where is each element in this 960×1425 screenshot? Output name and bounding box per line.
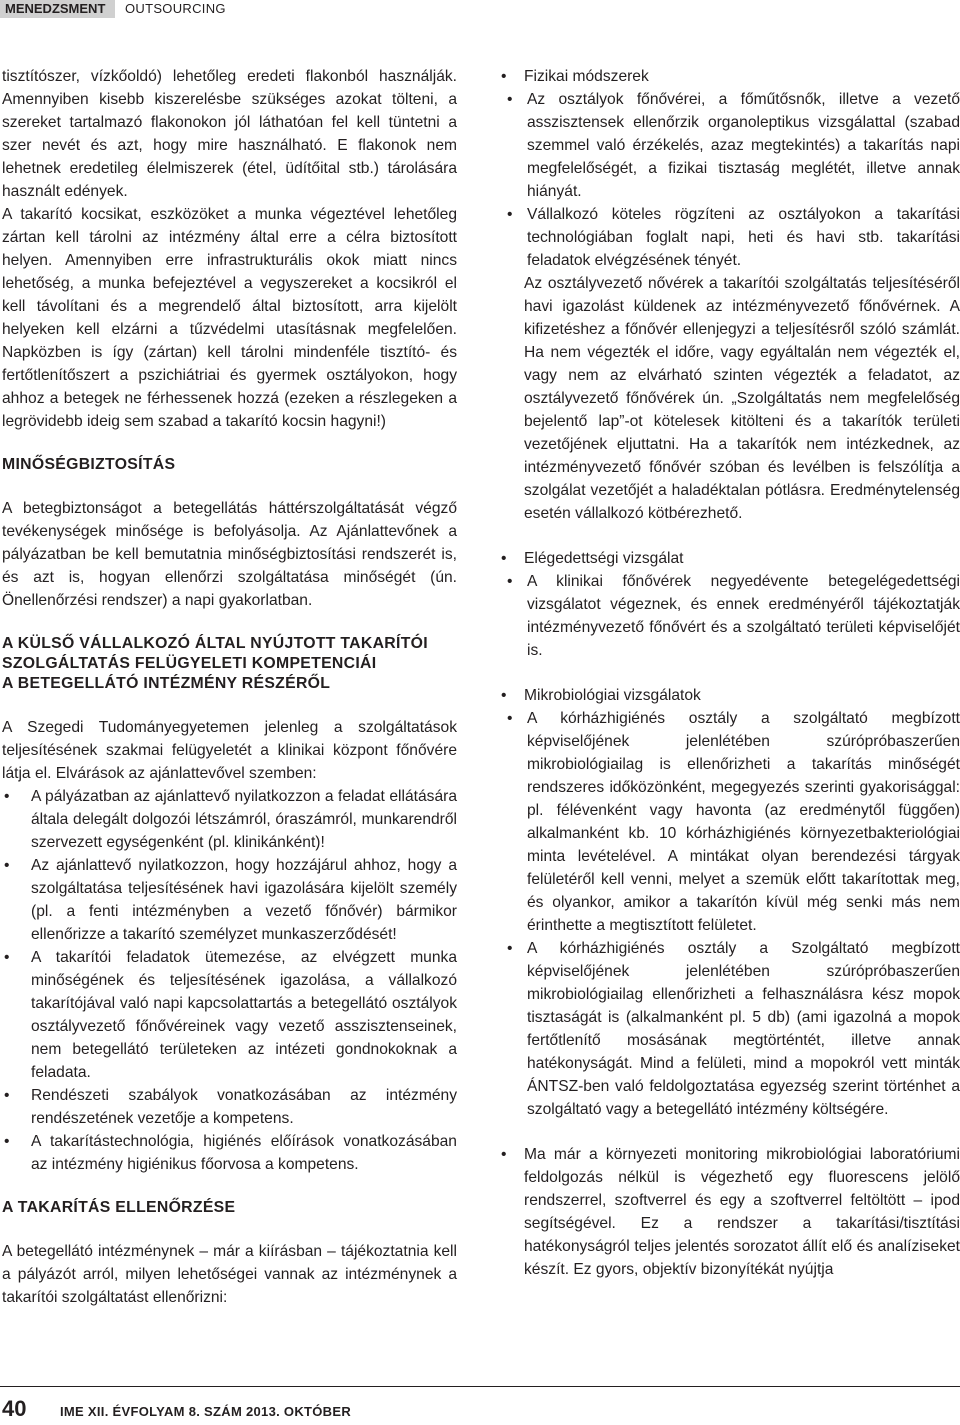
paragraph: A takarító kocsikat, eszközöket a munka végeztével lehetőleg zártan kell tárolni az intézmény által erre a célra biztosított helyen. Amennyiben erre infrastrukturális okok miatt nincs lehetőség, a munka befejeztével a vegyszereket a kocsikról el kell távolítani és a megrendelő által biztosított, arra kijelölt helyeken kell elzárni a tűzvédelmi utasításnak megfelelően. Napközben is így (zártan) kell tárolni mindenféle tisztító- és fertőtlenítőszert a pszichiátriai és gyermek osztályokon, hogy ahhoz a betegek ne férhessenek hozzá (ezeken a részlegeken a legrövidebb ideig sem szabad a takarító kocsin hagyni!): [2, 206, 457, 430]
list-item: • A kórházhigiénés osztály a szolgáltató megbízott képviselőjének jelenlétében szúrópróbaszerűen mikrobiológiailag is ellenőrizheti a takarítás minőségét rendszeres időközönként, megegyezés szerinti gyakorisággal: pl. félévenként vagy havonta (az eredménytől függően) alkalmanként kb. 10 kórházhigiénés környezetbakteriológiai minta levételével. A mintákat olyan berendezési tárgyak felületéről kell venni, melyet a szemük előtt takarítottak meg, és olyankor, amikor a takarítón kívül még senki más nem érinthette a megtisztított felületet.: [498, 707, 960, 937]
heading-line: A BETEGELLÁTÓ INTÉZMÉNY RÉSZÉRŐL: [2, 675, 331, 692]
list-item: • A kórházhigiénés osztály a Szolgáltató megbízott képviselőjének jelenlétében szúrópróbaszerűen mikrobiológiailag ellenőrizheti a felhasználásra kész mopok tisztaságát is (alkalmanként pl. 5 db) (ami igazolná a mopok fertőtlenítő mosásának megtörténtét, illetve annak hatékonyságát. Mind a felületi, mind a mopokról vett minták ÁNTSZ-ben való feldolgoztatása egyezség szerint történhet a szolgáltató vagy a betegellátó intézmény költségére.: [498, 937, 960, 1121]
list-item: • A takarítástechnológia, higiénés előírások vonatkozásában az intézmény higiénikus főorvosa a kompetens.: [2, 1130, 457, 1176]
method-title: • Mikrobiológiai vizsgálatok: [498, 684, 960, 707]
paragraph: tisztítószer, vízkőoldó) lehetőleg eredeti flakonból használják. Amennyiben kisebb kiszerelésbe szükséges azokat tölteni, a szereket tartalmazó flakonokon jól láthatóan fel kell tüntetni a szer nevét és azt, hogy mire használható. E flakonok nem lehetnek eredetileg élelmiszerek (étel, üdítőital stb.) tárolására használt edények.: [2, 68, 457, 200]
paragraph: A Szegedi Tudományegyetemen jelenleg a szolgáltatások teljesítésének szakmai felügyeletét a klinikai központ főnővére látja el. Elvárások az ajánlattevővel szemben:: [2, 719, 457, 782]
section-heading-quality: MINŐSÉGBIZTOSÍTÁS: [2, 456, 176, 473]
method-list: [498, 88, 960, 272]
method-title: • Elégedettségi vizsgálat: [498, 547, 960, 570]
list-item: • A pályázatban az ajánlattevő nyilatkozzon a feladat ellátására általa delegált dolgozói létszámról, óraszámról, munkarendről szervezett egységenként (pl. klinikánként)!: [2, 785, 457, 854]
paragraph: A betegbiztonságot a betegellátás háttérszolgáltatását végző tevékenységek minősége is befolyásolja. Az Ajánlattevőnek a pályázatban be kell bemutatnia minőségbiztosítási rendszerét is, és azt is, hogyan ellenőrzi szolgáltatása minőségét (ún. Önellenőrzési rendszer) a napi gyakorlatban.: [2, 500, 457, 609]
paragraph: A betegellátó intézménynek – már a kiírásban – tájékoztatnia kell a pályázót arról, milyen lehetőségei vannak az intézménynek a takarítói szolgáltatást ellenőrizni:: [2, 1243, 457, 1306]
list-item: • A takarítói feladatok ütemezése, az elvégzett munka minőségének és teljesítésének igazolása, a vállalkozó takarítójával való napi kapcsolattartás a betegellátó osztályok osztályvezető főnővéreinek vagy vezető asszisztenseinek, nem betegellátó területeken az intézeti gondnokoknak a feladata.: [2, 946, 457, 1084]
list-item: • Az ajánlattevő nyilatkozzon, hogy hozzájárul ahhoz, hogy a szolgáltatása teljesítésének havi igazolására kijelölt személy (pl. a fenti intézményben a vezető főnővér) bármikor ellenőrizze a takarító személyzet munkaszerződését!: [2, 854, 457, 946]
page-number: 40: [2, 1396, 27, 1421]
running-header: [0, 0, 960, 18]
subsection-label: OUTSOURCING: [125, 1, 226, 16]
list-item: • A klinikai főnővérek negyedévente betegelégedettségi vizsgálatot végeznek, és ennek eredményéről tájékoztatják intézményvezető főnővért és a szolgáltató területi képviselőjét is.: [498, 570, 960, 662]
list-item: • Vállalkozó köteles rögzíteni az osztályokon a takarítási technológiában foglalt napi, heti és havi stb. takarítási feladatok elvégzésének tényét.: [498, 203, 960, 272]
requirements-list: [2, 785, 457, 1176]
heading-line: SZOLGÁLTATÁS FELÜGYELETI KOMPETENCIÁI: [2, 655, 377, 672]
method-list: [498, 570, 960, 662]
paragraph: • Ma már a környezeti monitoring mikrobiológiai laboratóriumi feldolgozás nélkül is végezhető egy fluorescens jelölő rendszerrel, szoftverrel és egy a szoftverrel feltöltött – ipod segítségével. Ez a rendszer a takarítási/tisztítási hatékonyságról teljes jelentés sorozatot állít elő és analíziseket készít. Ez gyors, objektív bizonyítékát nyújtja: [498, 1143, 960, 1281]
method-title: • Fizikai módszerek: [498, 65, 960, 88]
paragraph: Az osztályvezető nővérek a takarítói szolgáltatás teljesítéséről havi igazolást küldenek az intézményvezető főnővérnek. A kifizetéshez a főnővér ellenjegyzi a teljesítésről szóló számlát. Ha nem végezték el időre, vagy egyáltalán nem végezték el, vagy nem az elvárható szinten végezték a feladatot, az osztályvezető főnővérek ún. „Szolgáltatás nem megfelelőség bejelentő lap”-ot kötelesek kitölteni és a takarítók területi vezetőjének eljuttatni. Ha a takarítók nem intézkednek, az intézményvezető főnővér szóban és levélben is felszólítja a szolgálat vezetőjét a haladéktalan pótlásra. Eredménytelenség esetén vállalkozó kötbérezhető.: [524, 275, 960, 522]
section-heading-supervision: [2, 634, 457, 694]
right-column: [498, 65, 960, 1281]
footer-rule: [0, 1386, 960, 1387]
section-heading-inspection: A TAKARÍTÁS ELLENŐRZÉSE: [2, 1199, 236, 1216]
list-item: • Rendészeti szabályok vonatkozásában az intézmény rendészetének vezetője a kompetens.: [2, 1084, 457, 1130]
list-item: • Az osztályok főnővérei, a főműtősnők, illetve a vezető asszisztensek ellenőrzik organoleptikus vizsgálattal (szabad szemmel való érzékelés, azaz megtekintés) a takarítás napi megfelelőségét, a fizikai tisztaság meglétét, illetve annak hiányát.: [498, 88, 960, 203]
left-column: [2, 65, 457, 1309]
section-label: MENEDZSMENT: [0, 0, 115, 18]
journal-issue: IME XII. ÉVFOLYAM 8. SZÁM 2013. OKTÓBER: [60, 1404, 352, 1419]
heading-line: A KÜLSŐ VÁLLALKOZÓ ÁLTAL NYÚJTOTT TAKARÍTÓI: [2, 635, 428, 652]
method-list: [498, 707, 960, 1121]
